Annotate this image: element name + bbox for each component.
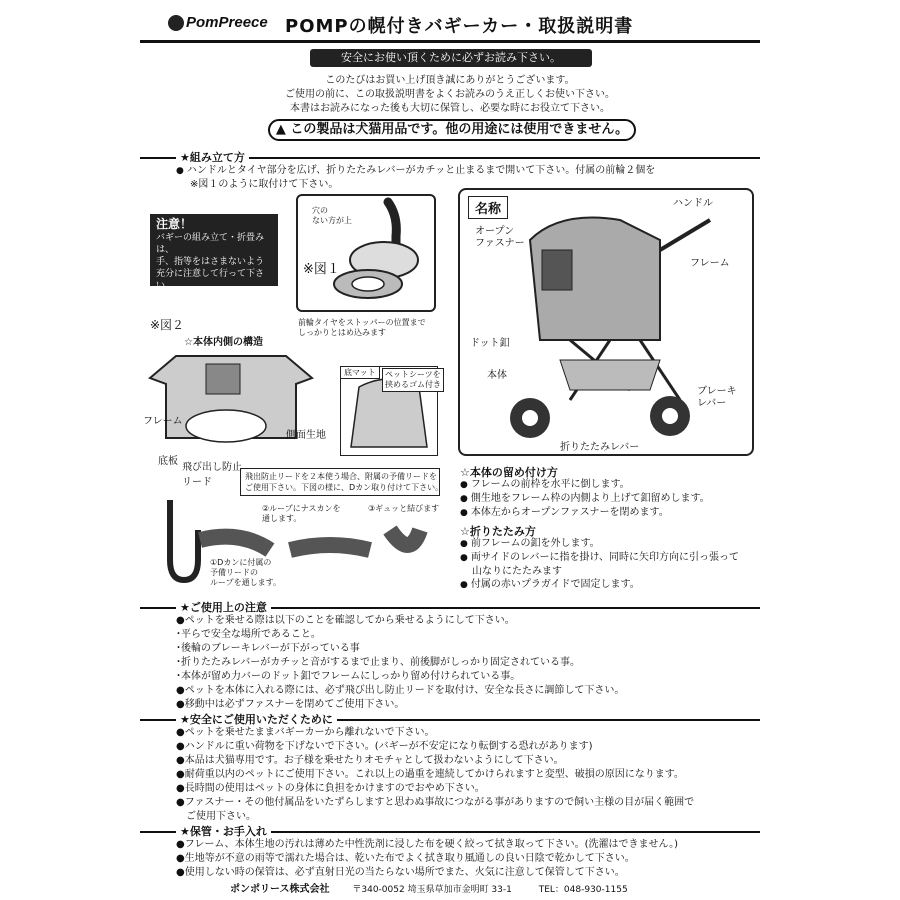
warning-icon: ▲ <box>275 122 286 137</box>
page-title: POMPの幌付きバギーカー・取扱説明書 <box>285 16 634 37</box>
attach-line: ● 本体左からオープンファスナーを閉めます。 <box>460 506 669 520</box>
brake-label: ブレーキ レバー <box>697 386 737 409</box>
title-rule <box>140 40 760 43</box>
frame-label: フレーム <box>690 258 730 269</box>
safety-heading: ★安全にご使用いただくために <box>176 711 337 727</box>
fig2-base-label: 底板 <box>158 456 178 467</box>
dot-button-label: ドット釦 <box>470 338 510 349</box>
usage-line: ●ペットを本体に入れる際には、必ず飛び出し防止リードを取付け、安全な長さに調節して下さい。 <box>176 685 625 696</box>
lead-step-1: ①Dカンに付属の 予備リードの ループを通します。 <box>210 558 281 587</box>
folding-line: ● 付属の赤いプラガイドで固定します。 <box>460 578 640 592</box>
usage-line: ●移動中は必ずファスナーを閉めてご使用下さい。 <box>176 699 405 710</box>
company-name: ポンポリース株式会社 <box>230 884 330 895</box>
usage-line: ･後輪のブレーキレバーが下がっている事 <box>176 643 360 654</box>
folding-line: 山なりにたたみます <box>472 566 562 577</box>
safety-line: ●本品は犬猫専用です。お子様を乗せたりオモチャとして扱わないようにして下さい。 <box>176 755 564 766</box>
usage-line: ･本体が留め力バーのドット釦でフレームにしっかり留め付けられている事。 <box>176 671 521 682</box>
read-notice: 安全にお使い頂くために必ずお読み下さい。 <box>310 49 592 67</box>
assembly-line: ※図１のように取付けて下さい。 <box>190 179 339 190</box>
company-address: 〒340-0052 埼玉県草加市金明町 33-1 <box>352 885 512 895</box>
safety-line: ●ファスナー・その他付属品をいたずらしますと思わぬ事故につながる事がありますので飼い主様の目が届く範囲で <box>176 797 695 808</box>
safety-line: ●長時間の使用はペットの身体に負担をかけますのでおやめ下さい。 <box>176 783 485 794</box>
fig1-caption: 前輪タイヤをストッパーの位置まで しっかりとはめ込みます <box>298 318 426 337</box>
fold-lever-label: 折りたたみレバー <box>560 442 640 453</box>
logo-mark-icon <box>168 15 184 31</box>
handle-label: ハンドル <box>673 198 713 209</box>
attach-line: ● フレームの前枠を水平に倒します。 <box>460 478 630 492</box>
mat-tag: 底マット <box>340 366 380 379</box>
care-line: ●使用しない時の保管は、必ず直射日光の当たらない場所でまた、火気に注意して保管して下さい。 <box>176 867 625 878</box>
mat-note: ペットシーツを 挟めるゴム付き <box>382 368 444 392</box>
warning-banner: ▲ この製品は犬猫用品です。他の用途には使用できません。 <box>268 119 636 141</box>
usage-heading: ★ご使用上の注意 <box>176 599 271 615</box>
fig2-title: ☆本体内側の構造 <box>184 337 263 348</box>
body-label: 本体 <box>487 370 507 381</box>
folding-line: ● 両サイドのレバーに指を掛け、同時に矢印方向に引っ張って <box>460 551 739 565</box>
fig2-label: ※図２ <box>150 318 185 332</box>
lead-step-2: ②ループにナスカンを 通します。 <box>262 504 341 523</box>
care-line: ●生地等が不意の雨等で濡れた場合は、乾いた布でよく拭き取り風通しの良い日陰で乾かして下さい。 <box>176 853 635 864</box>
fig2-lead-label: 飛び出し防止 リード <box>182 462 242 488</box>
brand-logo: PomPreece <box>168 14 268 31</box>
zipper-label: オープン ファスナー <box>475 226 525 249</box>
company-tel: TEL：048-930-1155 <box>538 885 628 895</box>
company-footer <box>230 880 628 895</box>
usage-line: ･平らで安全な場所であること。 <box>176 629 321 640</box>
assembly-heading: ★組み立て方 <box>176 149 249 165</box>
safety-line: ご使用下さい。 <box>176 811 256 822</box>
intro-text: このたびはお買い上げ頂き誠にありがとうございます。 ご使用の前に、この取扱説明書をよくお読みのうえ正しくお使い下さい。 本書はお読みになった後も大切に保管し、必要な時にお役立て下さい。 <box>285 75 615 114</box>
spare-lead-note: 飛出防止リードを２本使う場合、附属の予備リードを ご使用下さい。下図の様に、Dカン取り付けて下さい。 <box>240 468 440 496</box>
lead-step-3: ③ギュッと結びます <box>368 504 440 513</box>
care-heading: ★保管・お手入れ <box>176 823 271 839</box>
fig1-hole-label: 穴の ない方が上 <box>312 206 352 225</box>
folding-heading: ☆折りたたみ方 <box>460 525 536 538</box>
attach-line: ● 側生地をフレーム枠の内側より上げて釦留めします。 <box>460 492 710 506</box>
safety-line: ●ハンドルに重い荷物を下げないで下さい。(バギーが不安定になり転倒する恐れがあります) <box>176 741 593 752</box>
names-tag: 名称 <box>468 196 508 219</box>
fig2-side-label: 側面生地 <box>286 430 326 441</box>
attach-heading: ☆本体の留め付け方 <box>460 466 558 479</box>
safety-line: ●ペットを乗せたままバギーカーから離れないで下さい。 <box>176 727 435 738</box>
caution-box: 注意！ バギーの組み立て・折畳みは、 手、指等をはさまないよう 充分に注意して行って下さい。 <box>150 214 278 286</box>
safety-line: ●耐荷重以内のペットにご使用下さい。これ以上の過重を連続してかけられますと変型、破損の原因になります。 <box>176 769 684 780</box>
folding-line: ● 前フレームの釦を外します。 <box>460 537 600 551</box>
usage-line: ･折りたたみレバーがカチッと音がするまで止まり、前後脚がしっかり固定されている事。 <box>176 657 580 668</box>
assembly-line: ● ハンドルとタイヤ部分を広げ、折りたたみレバーがカチッと止まるまで開いて下さい。付属の前輪２個を <box>176 164 655 178</box>
fig2-frame-label: フレーム <box>143 416 183 427</box>
usage-line: ●ペットを乗せる際は以下のことを確認してから乗せるようにして下さい。 <box>176 615 515 626</box>
care-line: ●フレーム、本体生地の汚れは薄めた中性洗剤に浸した布を硬く絞って拭き取って下さい。(洗濯はできません。) <box>176 839 679 850</box>
fig1-label: ※図１ <box>303 262 340 277</box>
